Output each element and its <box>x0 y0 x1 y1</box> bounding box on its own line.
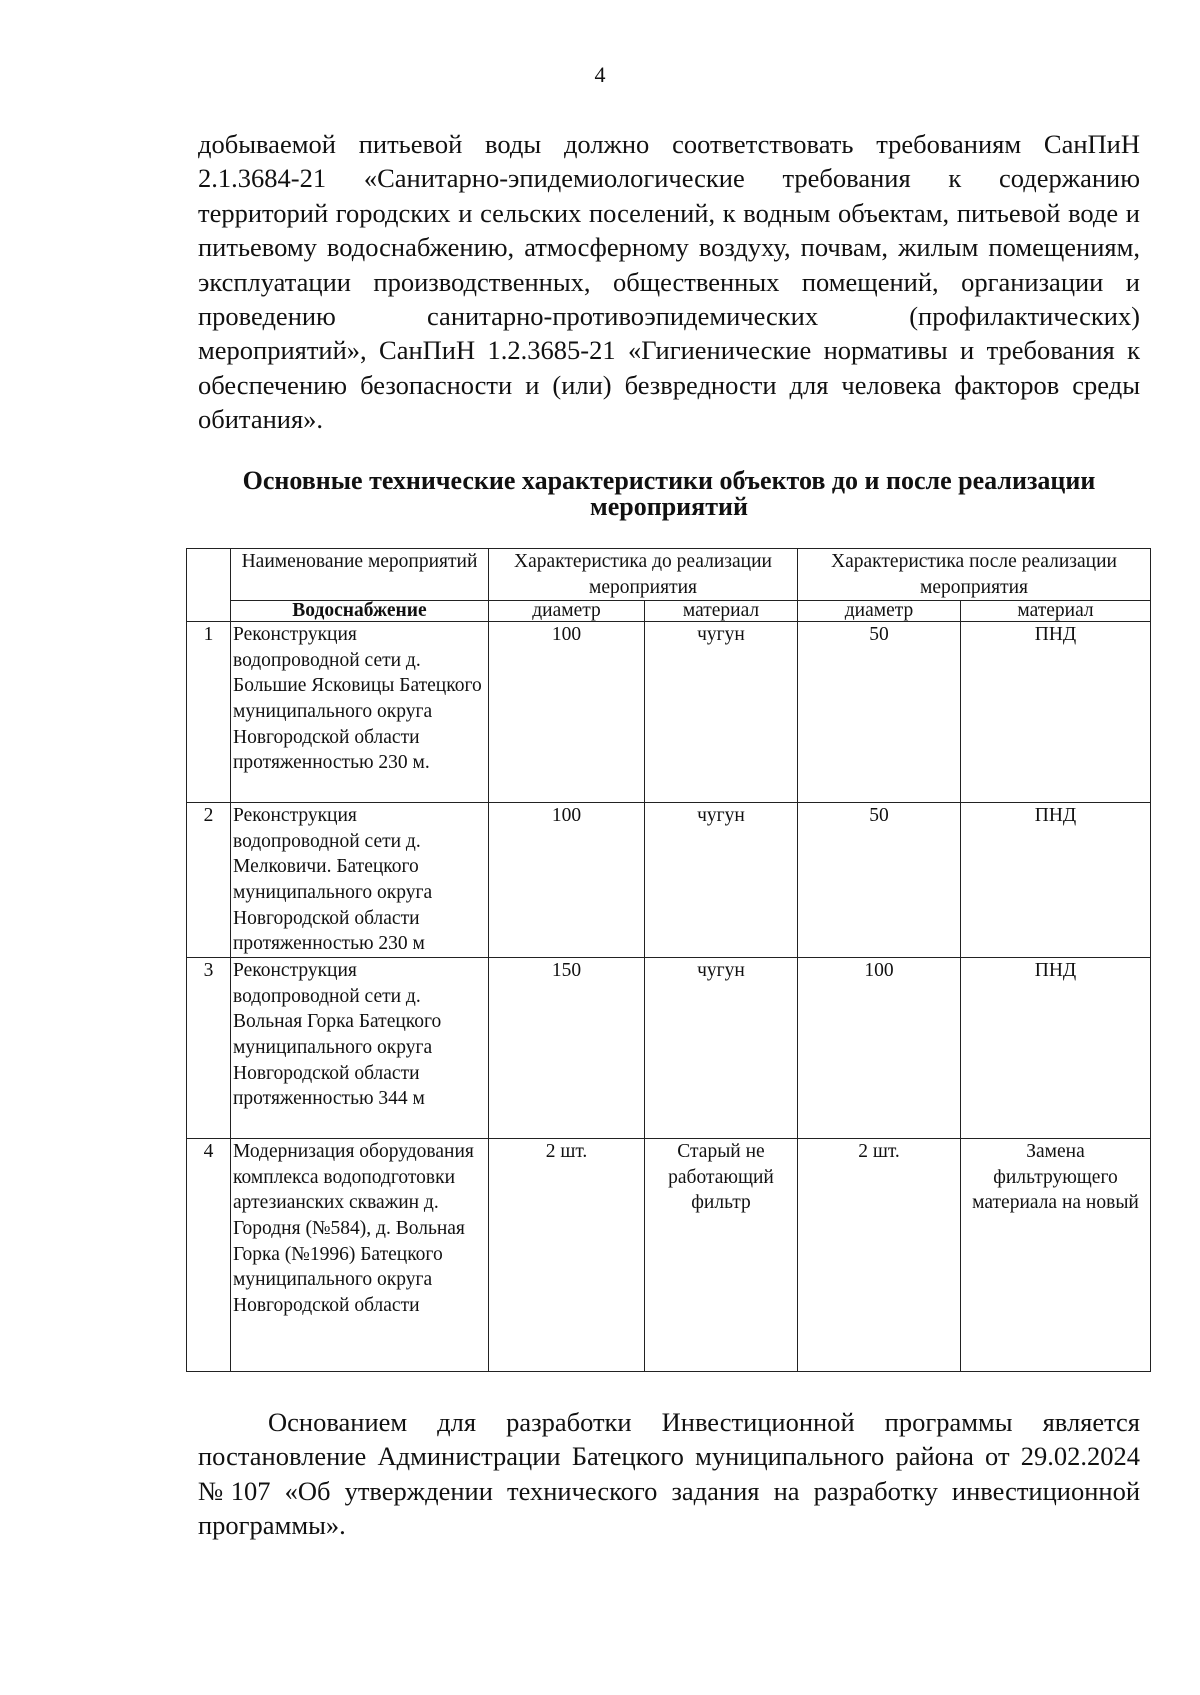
subheader-material-before: материал <box>645 601 798 622</box>
row-material-after: ПНД <box>961 958 1151 1139</box>
header-before: Характеристика до реализации мероприятия <box>489 549 798 601</box>
row-material-before: чугун <box>645 622 798 803</box>
row-name: Модернизация оборудования комплекса водоподготовки артезианских скважин д. Городня (№584), д. Вольная Горка (№1996) Батецкого муниципального округа Новгородской области <box>231 1139 489 1372</box>
row-num: 2 <box>187 803 231 958</box>
row-material-after: ПНД <box>961 622 1151 803</box>
row-material-before: чугун <box>645 958 798 1139</box>
specs-table <box>186 548 1151 1372</box>
row-num: 3 <box>187 958 231 1139</box>
row-num: 1 <box>187 622 231 803</box>
table-row <box>187 622 1151 803</box>
page-number: 4 <box>594 62 606 87</box>
row-material-after: ПНД <box>961 803 1151 958</box>
row-diameter-after: 50 <box>798 803 961 958</box>
row-diameter-after: 100 <box>798 958 961 1139</box>
header-name: Наименование мероприятий <box>231 549 489 601</box>
paragraph-bottom: Основанием для разработки Инвестиционной программы является постановление Администрации Батецкого муниципального района от 29.02.2024 №107 «Об утверждении технического задания на разработку инвестиционной программы». <box>198 1407 1140 1541</box>
header-num <box>187 549 231 622</box>
row-name: Реконструкция водопроводной сети д. Мелковичи. Батецкого муниципального округа Новгородской области протяженностью 230 м <box>231 803 489 958</box>
row-num: 4 <box>187 1139 231 1372</box>
row-material-before: Старый не работающий фильтр <box>645 1139 798 1372</box>
row-name: Реконструкция водопроводной сети д. Большие Ясковицы Батецкого муниципального округа Новгородской области протяженностью 230 м. <box>231 622 489 803</box>
table-title: Основные технические характеристики объектов до и после реализации мероприятий <box>242 466 1096 521</box>
row-diameter-before: 2 шт. <box>489 1139 645 1372</box>
subheader-diameter-before: диаметр <box>489 601 645 622</box>
row-material-before: чугун <box>645 803 798 958</box>
subheader-material-after: материал <box>961 601 1151 622</box>
row-diameter-before: 150 <box>489 958 645 1139</box>
table-row <box>187 1139 1151 1372</box>
header-after: Характеристика после реализации мероприятия <box>798 549 1151 601</box>
subheader-diameter-after: диаметр <box>798 601 961 622</box>
table-header-row <box>187 549 1151 601</box>
paragraph-top: добываемой питьевой воды должно соответствовать требованиям СанПиН 2.1.3684-21 «Санитарно-эпидемиологические требования к содержанию территорий городских и сельских поселений, к водным объектам, питьевой воде и питьевому водоснабжению, атмосферному воздуху, почвам, жилым помещениям, эксплуатации производственных, общественных помещений, организации и проведению санитарно-противоэпидемических (профилактических) мероприятий», СанПиН 1.2.3685-21 «Гигиенические нормативы и требования к обеспечению безопасности и (или) безвредности для человека факторов среды обитания». <box>198 129 1140 435</box>
table-row <box>187 958 1151 1139</box>
row-material-after: Замена фильтрующего материала на новый <box>961 1139 1151 1372</box>
row-diameter-after: 50 <box>798 622 961 803</box>
row-diameter-before: 100 <box>489 803 645 958</box>
section-label: Водоснабжение <box>231 601 489 622</box>
row-name: Реконструкция водопроводной сети д. Вольная Горка Батецкого муниципального округа Новгородской области протяженностью 344 м <box>231 958 489 1139</box>
table-subheader-row <box>187 601 1151 622</box>
table-row <box>187 803 1151 958</box>
row-diameter-before: 100 <box>489 622 645 803</box>
row-diameter-after: 2 шт. <box>798 1139 961 1372</box>
